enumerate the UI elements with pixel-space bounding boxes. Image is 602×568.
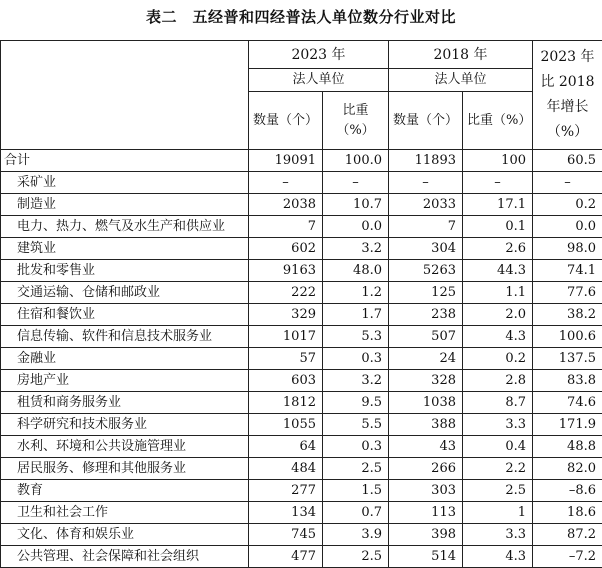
- count-header-2023: 数量（个）: [249, 92, 323, 150]
- count-2023-cell: 9163: [249, 260, 323, 282]
- share-header-2023-line2: （%）: [327, 121, 384, 141]
- count-2023-cell: 1017: [249, 326, 323, 348]
- industry-name-cell: 科学研究和技术服务业: [1, 414, 249, 436]
- industry-name-cell: 公共管理、社会保障和社会组织: [1, 546, 249, 568]
- share-2023-cell: 3.2: [323, 370, 389, 392]
- share-2023-cell: 5.5: [323, 414, 389, 436]
- table-row: [1, 414, 602, 436]
- industry-name-cell: 批发和零售业: [1, 260, 249, 282]
- count-2018-cell: 507: [389, 326, 463, 348]
- unit-header-2018: 法人单位: [389, 69, 533, 92]
- share-2018-cell: 4.3: [463, 546, 533, 568]
- industry-header-cell: [1, 41, 249, 150]
- industry-name-cell: 租赁和商务服务业: [1, 392, 249, 414]
- table-row: [1, 392, 602, 414]
- table-row: [1, 304, 602, 326]
- count-2018-cell: 388: [389, 414, 463, 436]
- industry-name-cell: 居民服务、修理和其他服务业: [1, 458, 249, 480]
- share-2018-cell: 0.4: [463, 436, 533, 458]
- share-2018-cell: 44.3: [463, 260, 533, 282]
- count-2018-cell: 266: [389, 458, 463, 480]
- table-row: [1, 480, 602, 502]
- year-2023-header: 2023 年: [249, 41, 389, 69]
- share-header-2018: 比重（%）: [463, 92, 533, 150]
- count-header-2018: 数量（个）: [389, 92, 463, 150]
- table-row: [1, 370, 602, 392]
- growth-cell: 0.0: [533, 216, 602, 238]
- count-2023-cell: 57: [249, 348, 323, 370]
- share-2023-cell: 5.3: [323, 326, 389, 348]
- industry-name-cell: 采矿业: [1, 172, 249, 194]
- industry-name-cell: 制造业: [1, 194, 249, 216]
- count-2023-cell: 1055: [249, 414, 323, 436]
- count-2018-cell: 24: [389, 348, 463, 370]
- industry-name-cell: 住宿和餐饮业: [1, 304, 249, 326]
- count-2018-cell: 304: [389, 238, 463, 260]
- share-2018-cell: –: [463, 172, 533, 194]
- count-2023-cell: 1812: [249, 392, 323, 414]
- table-row: [1, 194, 602, 216]
- growth-header: 2023 年 比 2018 年增长 （%）: [533, 41, 602, 150]
- share-2023-cell: 0.0: [323, 216, 389, 238]
- share-2018-cell: 17.1: [463, 194, 533, 216]
- share-2023-cell: 10.7: [323, 194, 389, 216]
- count-2023-cell: 745: [249, 524, 323, 546]
- share-2018-cell: 0.2: [463, 348, 533, 370]
- growth-cell: 48.8: [533, 436, 602, 458]
- share-2023-cell: –: [323, 172, 389, 194]
- total-row: [1, 150, 602, 172]
- count-2018-cell: 328: [389, 370, 463, 392]
- industry-comparison-table: [0, 40, 602, 568]
- industry-name-cell: 交通运输、仓储和邮政业: [1, 282, 249, 304]
- growth-cell: 74.1: [533, 260, 602, 282]
- count-2023-cell: 19091: [249, 150, 323, 172]
- share-2018-cell: 100: [463, 150, 533, 172]
- table-row: [1, 546, 602, 568]
- count-2018-cell: 398: [389, 524, 463, 546]
- industry-name-cell: 文化、体育和娱乐业: [1, 524, 249, 546]
- count-2018-cell: 514: [389, 546, 463, 568]
- table-body: [1, 150, 602, 568]
- growth-cell: 38.2: [533, 304, 602, 326]
- count-2023-cell: 134: [249, 502, 323, 524]
- growth-cell: –8.6: [533, 480, 602, 502]
- share-2018-cell: 0.1: [463, 216, 533, 238]
- growth-cell: 0.2: [533, 194, 602, 216]
- table-row: [1, 172, 602, 194]
- count-2018-cell: 303: [389, 480, 463, 502]
- count-2018-cell: 7: [389, 216, 463, 238]
- count-2018-cell: 5263: [389, 260, 463, 282]
- share-2018-cell: 2.6: [463, 238, 533, 260]
- count-2018-cell: 125: [389, 282, 463, 304]
- count-2018-cell: –: [389, 172, 463, 194]
- industry-name-cell: 水利、环境和公共设施管理业: [1, 436, 249, 458]
- share-2023-cell: 1.2: [323, 282, 389, 304]
- share-2023-cell: 2.5: [323, 546, 389, 568]
- growth-cell: 77.6: [533, 282, 602, 304]
- table-row: [1, 436, 602, 458]
- table-row: [1, 282, 602, 304]
- share-2023-cell: 9.5: [323, 392, 389, 414]
- growth-cell: –7.2: [533, 546, 602, 568]
- year-2018-header: 2018 年: [389, 41, 533, 69]
- growth-cell: 83.8: [533, 370, 602, 392]
- table-title: 表二 五经普和四经普法人单位数分行业对比: [0, 6, 602, 27]
- share-2023-cell: 2.5: [323, 458, 389, 480]
- share-2023-cell: 3.9: [323, 524, 389, 546]
- industry-name-cell: 金融业: [1, 348, 249, 370]
- growth-cell: 100.6: [533, 326, 602, 348]
- share-2023-cell: 48.0: [323, 260, 389, 282]
- count-2023-cell: 477: [249, 546, 323, 568]
- industry-name-cell: 合计: [1, 150, 249, 172]
- share-2023-cell: 0.7: [323, 502, 389, 524]
- count-2023-cell: 2038: [249, 194, 323, 216]
- share-2018-cell: 3.3: [463, 524, 533, 546]
- growth-cell: 18.6: [533, 502, 602, 524]
- unit-header-2023: 法人单位: [249, 69, 389, 92]
- count-2023-cell: 64: [249, 436, 323, 458]
- table-row: [1, 216, 602, 238]
- growth-cell: 82.0: [533, 458, 602, 480]
- share-2023-cell: 1.5: [323, 480, 389, 502]
- count-2023-cell: 7: [249, 216, 323, 238]
- count-2018-cell: 113: [389, 502, 463, 524]
- growth-cell: –: [533, 172, 602, 194]
- growth-cell: 171.9: [533, 414, 602, 436]
- share-2018-cell: 2.8: [463, 370, 533, 392]
- count-2023-cell: –: [249, 172, 323, 194]
- industry-name-cell: 卫生和社会工作: [1, 502, 249, 524]
- count-2023-cell: 329: [249, 304, 323, 326]
- share-2018-cell: 2.2: [463, 458, 533, 480]
- growth-cell: 137.5: [533, 348, 602, 370]
- growth-cell: 87.2: [533, 524, 602, 546]
- share-2018-cell: 8.7: [463, 392, 533, 414]
- table-row: [1, 458, 602, 480]
- growth-cell: 98.0: [533, 238, 602, 260]
- count-2018-cell: 238: [389, 304, 463, 326]
- count-2023-cell: 484: [249, 458, 323, 480]
- share-2018-cell: 2.5: [463, 480, 533, 502]
- count-2023-cell: 602: [249, 238, 323, 260]
- industry-name-cell: 建筑业: [1, 238, 249, 260]
- table-row: [1, 260, 602, 282]
- table-row: [1, 502, 602, 524]
- table-row: [1, 524, 602, 546]
- count-2018-cell: 1038: [389, 392, 463, 414]
- share-2018-cell: 2.0: [463, 304, 533, 326]
- table-row: [1, 326, 602, 348]
- growth-cell: 74.6: [533, 392, 602, 414]
- count-2023-cell: 222: [249, 282, 323, 304]
- count-2018-cell: 43: [389, 436, 463, 458]
- industry-name-cell: 房地产业: [1, 370, 249, 392]
- share-header-2023: [323, 92, 389, 150]
- industry-name-cell: 电力、热力、燃气及水生产和供应业: [1, 216, 249, 238]
- count-2023-cell: 277: [249, 480, 323, 502]
- share-2018-cell: 4.3: [463, 326, 533, 348]
- count-2023-cell: 603: [249, 370, 323, 392]
- share-header-2023-line1: 比重: [327, 101, 384, 121]
- table-row: [1, 348, 602, 370]
- share-2023-cell: 0.3: [323, 436, 389, 458]
- table-header: [1, 41, 602, 150]
- share-2018-cell: 3.3: [463, 414, 533, 436]
- count-2018-cell: 2033: [389, 194, 463, 216]
- share-2023-cell: 3.2: [323, 238, 389, 260]
- table-row: [1, 238, 602, 260]
- industry-name-cell: 信息传输、软件和信息技术服务业: [1, 326, 249, 348]
- count-2018-cell: 11893: [389, 150, 463, 172]
- share-2018-cell: 1.1: [463, 282, 533, 304]
- share-2018-cell: 1: [463, 502, 533, 524]
- share-2023-cell: 1.7: [323, 304, 389, 326]
- share-2023-cell: 100.0: [323, 150, 389, 172]
- growth-cell: 60.5: [533, 150, 602, 172]
- industry-name-cell: 教育: [1, 480, 249, 502]
- share-2023-cell: 0.3: [323, 348, 389, 370]
